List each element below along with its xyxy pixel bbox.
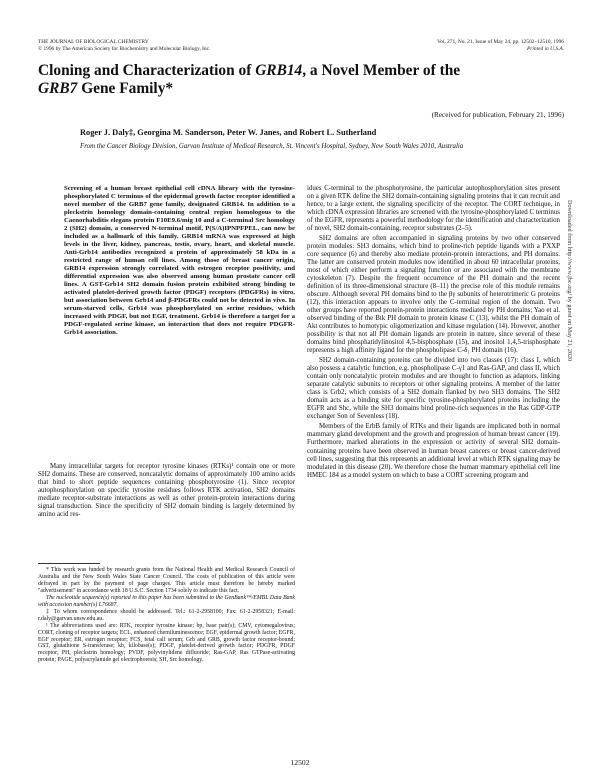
title-gene-1: GRB14: [255, 62, 303, 79]
abstract: Screening of a human breast epithelial cell cDNA library with the tyrosine-phosphorylated C terminus of the epidermal growth factor receptor identified a novel member of the GRB7 gene family, designated GRB14. In addition to a pleckstrin homology domain-containing central region homologous to the Caenorhabditis elegans protein F10E9.6/mig 10 and a C-terminal Src homology 2 (SH2) domain, a conserved N-terminal motif, P(S/A)IPNPFPEL, can now be included as a hallmark of this family. GRB14 mRNA was expressed at high levels in the liver, kidney, pancreas, testis, ovary, heart, and skeletal muscle. Anti-Grb14 antibodies recognized a protein of approximately 58 kDa in a restricted range of human cell lines. Among those of breast cancer origin, GRB14 expression strongly correlated with estrogen receptor positivity, and differential expression was also observed among human prostate cancer cell lines. A GST-Grb14 SH2 domain fusion protein exhibited strong binding to activated platelet-derived growth factor (PDGF) receptors (PDGFRs) in vitro, but association between Grb14 and β-PDGFRs could not be detected in vivo. In serum-starved cells, Grb14 was phosphorylated on serine residues, which increased with PDGF, but not EGF, treatment. Grb14 is therefore a target for a PDGF-regulated serine kinase, an interaction that does not require PDGFR-Grb14 association.: [64, 185, 295, 337]
title-gene-2: GRB7: [38, 80, 78, 97]
copyright-line: © 1996 by The American Society for Biochemistry and Molecular Biology, Inc.: [38, 45, 211, 52]
affiliation: From the Cancer Biology Division, Garvan Institute of Medical Research, St. Vincent's Hospital, Sydney, New South Wales 2010, Australia: [80, 143, 464, 150]
footnote-divider: [38, 563, 100, 564]
right-column: [307, 185, 560, 480]
article-title: [38, 62, 558, 98]
paragraph-3: SH2 domain-containing proteins can be divided into two classes (17): class I, which also possess a catalytic function, e.g. phospholipase C-γ1 and Ras-GAP, and class II, which contain only noncatalytic protein modules and are thought to function as adaptors, linking separate catalytic subunits to receptors or other signaling proteins. A member of the latter class is Grb2, which consists of a SH2 domain flanked by two SH3 domains. The SH2 domain acts as a binding site for specific tyrosine-phosphorylated proteins including the EGFR and Shc, while the SH3 domains bind proline-rich sequences in the Ras GDP-GTP exchanger Son of Sevenless (18).: [307, 357, 560, 421]
journal-header: [38, 39, 210, 52]
received-date: (Received for publication, February 21, 1996): [431, 111, 564, 119]
volume-info: Vol. 271, No. 21, Issue of May 24, pp. 12502–12510, 1996: [436, 39, 564, 45]
sidebar-downloaded: Downloaded from: [566, 200, 573, 247]
journal-name: THE JOURNAL OF BIOLOGICAL CHEMISTRY: [38, 39, 149, 45]
page-number: 12502: [290, 758, 310, 767]
title-part-3: Gene Family*: [77, 80, 174, 97]
title-part-1: Cloning and Characterization of: [38, 62, 256, 79]
footnotes: [38, 567, 295, 664]
paragraph-4: Members of the ErbB family of RTKs and their ligands are implicated both in normal mammary gland development and the growth and progression of human breast cancer (19). Furthermore, marked alterations in the expression or activity of several SH2 domain-containing proteins have been observed in human breast cancers or breast cancer-derived cell lines, suggesting that this represents an additional level at which RTK signaling may be modulated in this disease (20). We therefore chose the human mammary epithelial cell line HMEC 184 as a model system on which to base a CORT screening program and: [307, 423, 560, 479]
footnote-abbreviations: ¹ The abbreviations used are: RTK, receptor tyrosine kinase; bp, base pair(s); CMV, cytomegalovirus; CORT, cloning of receptor targets; ECL, enhanced chemiluminescence; EGF, epidermal growth factor; EGFR, EGF receptor; ER, estrogen receptor; FCS, fetal calf serum; Grb and GRB, growth factor receptor-bound; GST, glutathione S-transferase; kb, kilobase(s); PDGF, platelet-derived growth factor; PDGFR, PDGF receptor; PH, pleckstrin homology; PVDF, polyvinylidene difluoride; Ras-GAP, Ras GTPase-activating protein; PAGE, polyacrylamide gel electrophoresis; SH, Src homology.: [38, 622, 295, 664]
footnote-genbank: The nucleotide sequence(s) reported in this paper has been submitted to the GenBank™/EMBL Data Bank with accession number(s) L76687.: [38, 594, 295, 608]
paragraph-2: SH2 domains are often accompanied in signaling proteins by two other conserved protein modules: SH3 domains, which bind to proline-rich peptide ligands with a PXXP core sequence (6) and thereby also mediate protein-protein interactions, and PH domains. The latter are conserved protein modules now identified in about 60 intracellular proteins, most of which either perform a signaling function or are associated with the membrane cytoskeleton (7). Despite the frequent occurrence of the PH domain and the recent definition of its three-dimensional structure (8–11) the precise role of this module remains obscure. Although several PH domains bind to the βγ subunits of heterotrimeric G proteins (12), this interaction appears to involve only the C-terminal region of the domain. Two other groups have reported protein-protein interactions mediated by PH domains; Yao et al. observed binding of the Btk PH domain to protein kinase C (13), whilst the PH domain of Akt contributes to homotypic oligomerization and kinase regulation (14). However, another possibility is that not all PH domain ligands are protein in nature, since several of these domains bind phosphatidylinositol 4,5-bisphosphate (15), and inositol 1,4,5-trisphosphate represents a high affinity ligand for the phospholipase C-δ₁ PH domain (16).: [307, 235, 560, 355]
title-part-2: , a Novel Member of the: [302, 62, 461, 79]
sidebar-guest: by guest on May 21, 2020: [566, 295, 573, 362]
printed-in: Printed in U.S.A.: [527, 45, 564, 52]
author-list: Roger J. Daly‡, Georgina M. Sanderson, Peter W. Janes, and Robert L. Sutherland: [80, 128, 377, 137]
paragraph-1: idues C-terminal to the phosphotyrosine, the particular autophosphorylation sites present on a given RTK define the SH2 domain-containing signaling proteins that it can recruit and hence, to a large extent, the signaling specificity of the receptor. The CORT technique, in which cDNA expression libraries are screened with the tyrosine-phosphorylated C terminus of the EGFR, represents a powerful methodology for the identification and characterization of novel, SH2 domain-containing, receptor substrates (2–5).: [307, 185, 560, 233]
issue-header: [437, 39, 564, 52]
footnote-funding: * This work was funded by research grants from the National Health and Medical Research Council of Australia and the New South Wales State Cancer Council. The costs of publication of this article were defrayed in part by the payment of page charges. This article must therefore be hereby marked "advertisement" in accordance with 18 U.S.C. Section 1734 solely to indicate this fact.: [38, 567, 295, 594]
sidebar-url-link[interactable]: http://www.jbc.org/: [566, 246, 573, 296]
introduction-paragraph: Many intracellular targets for receptor tyrosine kinases (RTKs)¹ contain one or more SH2 domains. These are conserved, noncatalytic domains of approximately 100 amino acids that bind to short peptide sequences containing phosphotyrosine (1). Since receptor autophosphorylation on specific tyrosine residues follows RTK activation, SH2 domains mediate receptor-substrate interactions as well as other protein-protein interactions during signal transduction. Since the specificity of SH2 domain binding is largely determined by amino acid res-: [38, 463, 295, 519]
download-sidebar: [561, 200, 573, 580]
footnote-correspondence: ‡ To whom correspondence should be addressed. Tel.: 61-2-2958100; Fax: 61-2-2958321; E-mail: r.daly@garvan.unsw.edu.au.: [38, 608, 295, 622]
